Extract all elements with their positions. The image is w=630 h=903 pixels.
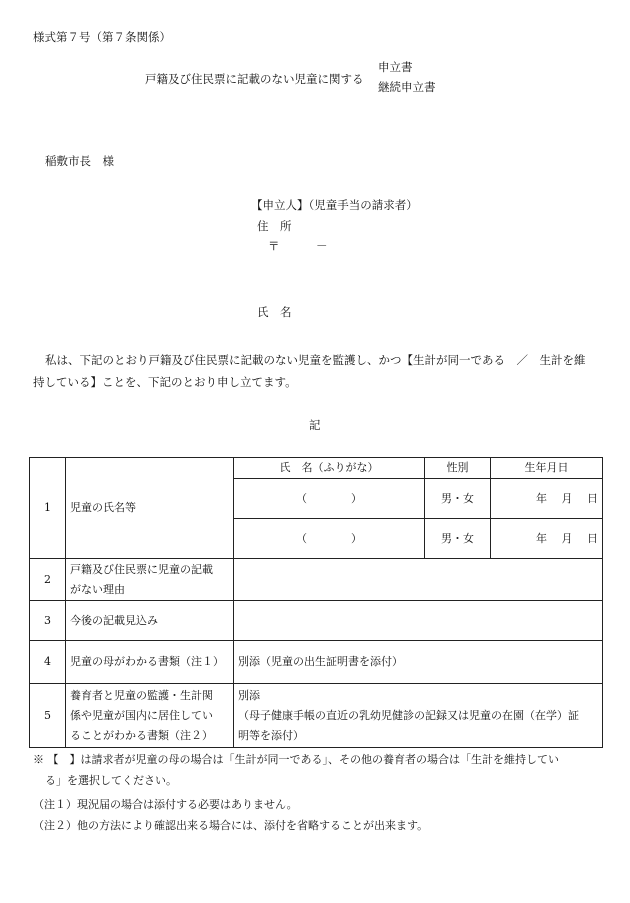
postal-dash: － xyxy=(316,239,328,253)
note-1: （注１）現況届の場合は添付する必要はありません。 xyxy=(33,798,298,811)
form-number: 様式第７号（第７条関係） xyxy=(33,30,171,44)
name-label: 氏 名 xyxy=(257,305,292,319)
row-label: 児童の氏名等 xyxy=(66,458,234,559)
value-line: （母子健康手帳の直近の乳幼児健診の記録又は児童の在園（在学）証 xyxy=(238,708,579,722)
row-number: 5 xyxy=(30,684,66,748)
addressee: 稲敷市長 様 xyxy=(45,154,114,168)
value-line: 明等を添付） xyxy=(238,728,304,742)
statement-line-1: 私は、下記のとおり戸籍及び住民票に記載のない児童を監護し、かつ【生計が同一である ／ 生計を維 xyxy=(45,353,586,367)
note-2: （注２）他の方法により確認出来る場合には、添付を省略することが出来ます。 xyxy=(33,819,429,832)
postal-mark: 〒 xyxy=(268,239,280,253)
statement-line-2: 持している】ことを、下記のとおり申し立てます。 xyxy=(33,375,297,389)
title-option-application: 申立書 xyxy=(378,60,413,74)
header-sex: 性別 xyxy=(425,458,491,479)
applicant-heading: 【申立人】（児童手当の請求者） xyxy=(251,198,418,212)
row-label xyxy=(66,559,234,601)
custody-document-value xyxy=(234,684,603,748)
child-sex-field[interactable]: 男・女 xyxy=(425,519,491,559)
row-label-line: がない理由 xyxy=(70,582,125,596)
row-number: 1 xyxy=(30,458,66,559)
child-info-table xyxy=(29,457,603,748)
mother-document-value: 別添（児童の出生証明書を添付） xyxy=(234,641,603,684)
ki-mark: 記 xyxy=(309,418,321,432)
row-label-line: 養育者と児童の監護・生計関 xyxy=(70,688,213,702)
note-selection: ※ 【 】は請求者が児童の母の場合は「生計が同一である」、その他の養育者の場合は「生計を維持してい xyxy=(33,753,559,766)
row-label-line: 戸籍及び住民票に児童の記載 xyxy=(70,562,213,576)
row-number: 4 xyxy=(30,641,66,684)
child-furigana-field[interactable]: （ ） xyxy=(234,519,425,559)
header-name: 氏 名（ふりがな） xyxy=(234,458,425,479)
row-label: 児童の母がわかる書類（注１） xyxy=(66,641,234,684)
row-number: 3 xyxy=(30,601,66,641)
row-label-line: 係や児童が国内に居住してい xyxy=(70,708,213,722)
header-dob: 生年月日 xyxy=(491,458,603,479)
title-main: 戸籍及び住民票に記載のない児童に関する xyxy=(145,72,364,86)
address-label: 住 所 xyxy=(257,219,292,233)
value-line: 別添 xyxy=(238,688,260,702)
row-number: 2 xyxy=(30,559,66,601)
row-label-line: ることがわかる書類（注２） xyxy=(70,728,213,742)
child-furigana-field[interactable]: （ ） xyxy=(234,479,425,519)
child-dob-field[interactable]: 年 月 日 xyxy=(491,479,603,519)
reason-field[interactable] xyxy=(234,559,603,601)
prospect-field[interactable] xyxy=(234,601,603,641)
note-selection-cont: る」を選択してください。 xyxy=(45,774,177,787)
title-option-continuation: 継続申立書 xyxy=(378,80,436,94)
child-dob-field[interactable]: 年 月 日 xyxy=(491,519,603,559)
row-label: 今後の記載見込み xyxy=(66,601,234,641)
row-label xyxy=(66,684,234,748)
child-sex-field[interactable]: 男・女 xyxy=(425,479,491,519)
